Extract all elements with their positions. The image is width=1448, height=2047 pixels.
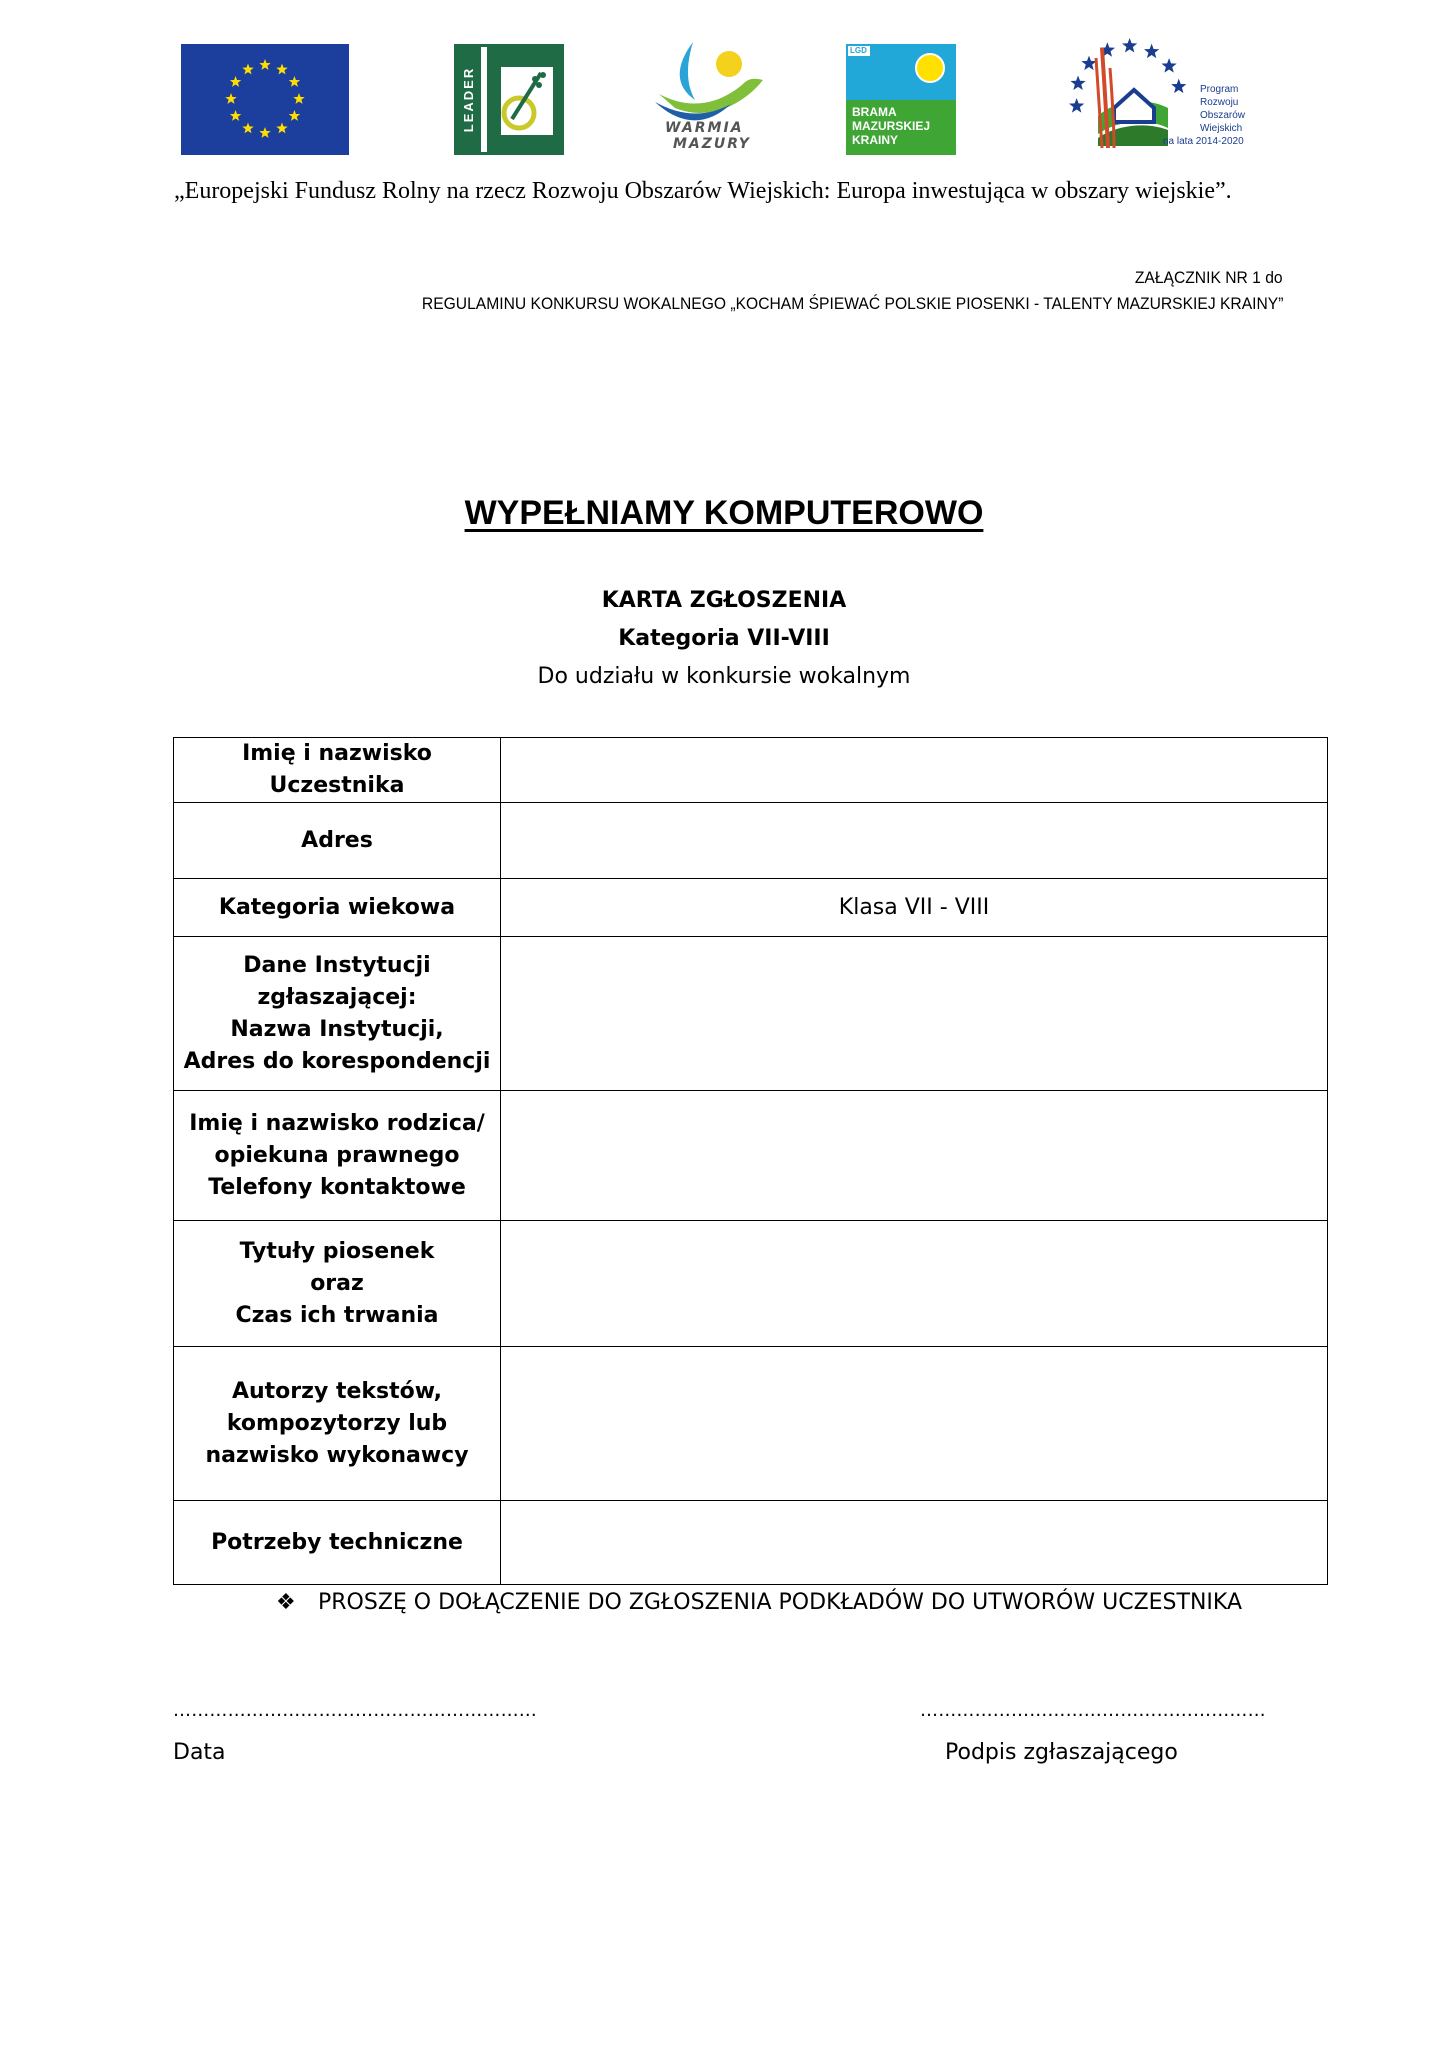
diamond-bullet-icon: ❖	[276, 1590, 296, 1615]
form-row-label-line: Autorzy tekstów,	[231, 1378, 443, 1404]
prow-star-icon	[1081, 56, 1096, 70]
eu-star-icon	[289, 110, 300, 121]
form-row	[174, 1347, 1328, 1501]
prow-text-2: Rozwoju	[1200, 97, 1239, 108]
form-row-label-line: Dane Instytucji	[243, 952, 431, 978]
form-row	[174, 1501, 1328, 1585]
form-row-label-line: nazwisko wykonawcy	[205, 1442, 469, 1468]
form-row-label-line: Imię i nazwisko rodzica/	[189, 1110, 485, 1136]
form-row-label-line: Imię i nazwisko Uczestnika	[242, 741, 432, 798]
date-label: Data	[173, 1740, 226, 1765]
attachment-note	[276, 1590, 1242, 1615]
form-row-label	[174, 1091, 501, 1221]
fund-statement: „Europejski Fundusz Rolny na rzecz Rozwoju Obszarów Wiejskich: Europa inwestująca w obszary wiejskie”.	[174, 178, 1232, 204]
prow-logo-text	[1200, 83, 1245, 135]
date-line[interactable]: ……………………………………………………	[173, 1700, 537, 1721]
eu-star-icon	[225, 93, 236, 104]
warmia-logo-text: WARMIA	[665, 120, 744, 136]
prow-star-icon	[1171, 79, 1186, 93]
form-row-label-line: Kategoria wiekowa	[218, 894, 456, 920]
form-row-label-line: Nazwa Instytucji,	[230, 1016, 444, 1042]
form-row-label	[174, 1221, 501, 1347]
signature-label: Podpis zgłaszającego	[945, 1740, 1178, 1765]
card-description: Do udziału w konkursie wokalnym	[537, 664, 911, 689]
mazury-logo-text: MAZURY	[673, 136, 751, 152]
form-row-label	[174, 879, 501, 937]
prow-text-1: Program	[1200, 84, 1239, 95]
eu-star-icon	[259, 127, 270, 138]
form-row-label	[174, 738, 501, 803]
eu-star-icon	[293, 93, 304, 104]
form-row-label-line: Adres	[301, 827, 373, 853]
form-row-value-field[interactable]	[501, 1501, 1328, 1585]
prow-subtitle: na lata 2014-2020	[1163, 136, 1244, 147]
form-row-value-field[interactable]	[501, 1347, 1328, 1501]
lgd-text-2: MAZURSKIEJ	[852, 119, 931, 133]
signature-line[interactable]: …………………………………………………	[920, 1700, 1266, 1721]
prow-star-icon	[1161, 58, 1176, 72]
prow-star-icon	[1122, 38, 1137, 52]
form-row	[174, 1091, 1328, 1221]
lgd-badge: LGD	[850, 46, 867, 55]
form-row	[174, 1221, 1328, 1347]
form-row-label	[174, 803, 501, 879]
form-row-label-line: Telefony kontaktowe	[208, 1174, 466, 1200]
form-row-value-field[interactable]	[501, 803, 1328, 879]
prow-text-3: Obszarów	[1200, 110, 1246, 121]
eu-star-icon	[242, 64, 253, 75]
attachment-note-text: PROSZĘ O DOŁĄCZENIE DO ZGŁOSZENIA PODKŁADÓW DO UTWORÓW UCZESTNIKA	[318, 1590, 1242, 1615]
form-row-label-line: Potrzeby techniczne	[211, 1529, 463, 1555]
form-row-label-line: Adres do korespondencji	[183, 1048, 491, 1074]
eu-stars-icon	[181, 44, 349, 155]
page-title	[0, 494, 1448, 533]
annex-number: ZAŁĄCZNIK NR 1 do	[1135, 268, 1283, 287]
eu-star-icon	[289, 76, 300, 87]
form-row-value-field[interactable]	[501, 1221, 1328, 1347]
page-title-text: WYPEŁNIAMY KOMPUTEROWO	[464, 494, 984, 532]
lgd-brama-mazurskiej-krainy-logo	[846, 44, 956, 155]
card-title: KARTA ZGŁOSZENIA	[601, 588, 847, 613]
eu-star-icon	[259, 59, 270, 70]
form-row-label-line: zgłaszającej:	[257, 984, 417, 1010]
prow-star-icon	[1069, 98, 1084, 112]
warmia-mazury-logo	[645, 38, 775, 158]
lgd-text-1: BRAMA	[852, 105, 897, 119]
eu-star-icon	[230, 110, 241, 121]
form-row-label-line: oraz	[310, 1270, 364, 1296]
prow-star-icon	[1144, 44, 1159, 58]
leader-logo-text: LEADER	[461, 66, 477, 132]
application-form-table	[173, 737, 1328, 1585]
leader-logo	[454, 44, 564, 155]
eu-star-icon	[276, 64, 287, 75]
form-row-label-line: kompozytorzy lub	[226, 1410, 448, 1436]
annex-regulation-title: REGULAMINU KONKURSU WOKALNEGO „KOCHAM ŚPIEWAĆ POLSKIE PIOSENKI - TALENTY MAZURSKIEJ KRAINY”	[421, 294, 1283, 313]
form-row-label-line: opiekuna prawnego	[214, 1142, 460, 1168]
form-row	[174, 738, 1328, 803]
prow-text-4: Wiejskich	[1200, 123, 1243, 134]
form-row	[174, 937, 1328, 1091]
eu-star-icon	[230, 76, 241, 87]
form-row-label-line: Tytuły piosenek	[239, 1238, 435, 1264]
card-category: Kategoria VII-VIII	[618, 626, 830, 651]
eu-flag-logo	[181, 44, 349, 155]
form-row-value-field[interactable]	[501, 1091, 1328, 1221]
form-row-value-field[interactable]	[501, 937, 1328, 1091]
prow-star-icon	[1070, 75, 1085, 89]
form-row	[174, 879, 1328, 937]
form-row-label-line: Czas ich trwania	[235, 1302, 439, 1328]
form-row-value-field[interactable]	[501, 738, 1328, 803]
form-row	[174, 803, 1328, 879]
eu-star-icon	[276, 122, 287, 133]
lgd-text-3: KRAINY	[852, 133, 899, 147]
eu-star-icon	[242, 122, 253, 133]
form-row-label	[174, 937, 501, 1091]
form-row-value-field[interactable]: Klasa VII - VIII	[501, 879, 1328, 937]
form-row-label	[174, 1347, 501, 1501]
form-row-label	[174, 1501, 501, 1585]
